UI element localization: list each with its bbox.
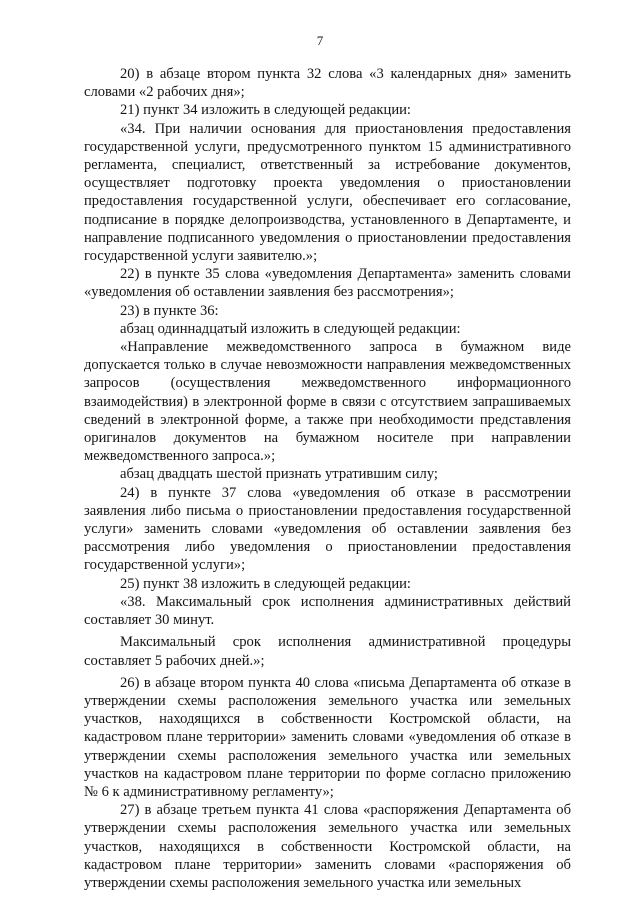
paragraph-27: 27) в абзаце третьем пункта 41 слова «распоряжения Департамента об утверждении схемы расположения земельного участка или земельных участков, находящихся в собственности Костромской области, на кадастровом плане территории» заменить словами «распоряжения об утверждении схемы расположения земельного участка или земельных [84, 802, 571, 891]
paragraph-38-text: «38. Максимальный срок исполнения административных действий составляет 30 минут. [84, 593, 571, 629]
paragraph-interagency-request: «Направление межведомственного запроса в бумажном виде допускается только в случае невозможности направления межведомственных запросов (осуществления межведомственного информационного взаимодействия) в электронной форме в связи с отсутствием запрашиваемых сведений в электронной форме, а также при необходимости представления оригиналов документов на бумажном носителе при направлении межведомственного запроса.»; [84, 339, 571, 465]
paragraph-21: 21) пункт 34 изложить в следующей редакции: [120, 102, 411, 119]
paragraph-26: 26) в абзаце втором пункта 40 слова «письма Департамента об отказе в утверждении схемы расположения земельного участка или земельных участков, находящихся в собственности Костромской области, на кадастровом плане территории» заменить словами «уведомления об отказе в утверждении схемы расположения земельного участка или земельных участков на кадастровом плане территории по форме согласно приложению № 6 к административному регламенту»; [84, 674, 571, 800]
page-number: 7 [316, 33, 324, 48]
paragraph-24: 24) в пункте 37 слова «уведомления об отказе в рассмотрении заявления либо письма о приостановлении предоставления государственной услуги» заменить словами «уведомления об оставлении заявления без рассмотрения либо уведомления о приостановлении предоставления государственной услуги»; [84, 484, 571, 574]
document-body [84, 65, 571, 892]
paragraph-20: 20) в абзаце втором пункта 32 слова «3 календарных дня» заменить словами «2 рабочих дня»; [84, 66, 571, 101]
paragraph-25: 25) пункт 38 изложить в следующей редакции: [120, 575, 411, 592]
paragraph-max-term: Максимальный срок исполнения административной процедуры составляет 5 рабочих дней.»; [84, 634, 571, 669]
paragraph-26th-void: абзац двадцать шестой признать утратившим силу; [120, 466, 438, 483]
paragraph-34-text: «34. При наличии основания для приостановления предоставления государственной услуги, предусмотренного пунктом 15 административного регламента, специалист, ответственный за истребование документов, осуществляет подготовку проекта уведомления о приостановлении предоставления государственной услуги, обеспечивает его согласование, подписание в порядке делопроизводства, установленного в Департаменте, и направление подписанного уведомления о приостановлении предоставления государственной услуги заявителю.»; [84, 120, 571, 265]
paragraph-23-eleventh: абзац одиннадцатый изложить в следующей редакции: [120, 320, 461, 337]
paragraph-22: 22) в пункте 35 слова «уведомления Департамента» заменить словами «уведомления об оставлении заявления без рассмотрения»; [84, 266, 571, 301]
paragraph-23: 23) в пункте 36: [120, 302, 219, 319]
